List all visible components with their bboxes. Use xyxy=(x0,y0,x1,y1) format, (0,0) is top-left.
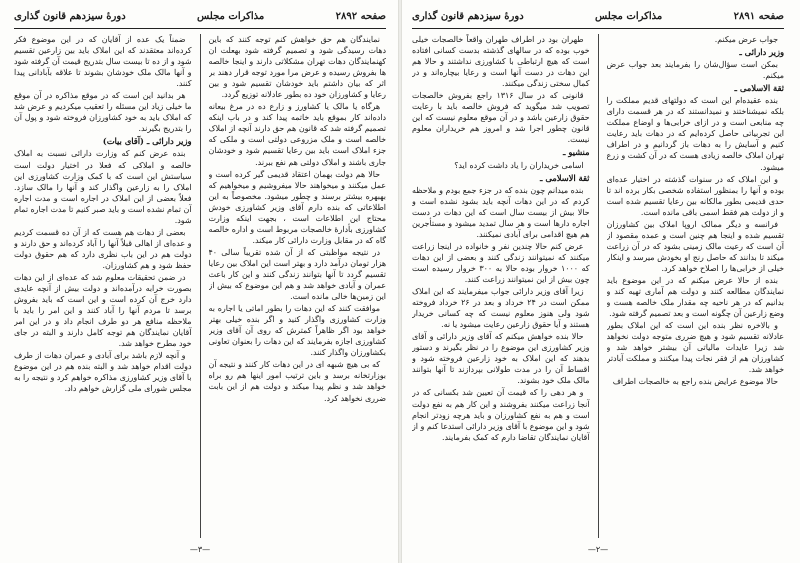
paragraph: اسامی خریداران را یاد داشت کرده اید؟ xyxy=(454,160,584,170)
paragraph: در ضمن تحقیقات معلوم شد که عده‌ای از این دهات بصورت خرابه درآمده‌اند و دولت بیش از آنچه عایدی دارد خرج آن کرده است و این است که باید بفروش برسد تا مردم آنها را آباد کنند و این امر را باید با ملاحظه منافع هر دو طرف انجام داد و در این امر آقایان نمایندگان هم توجه کامل دارند و البته در جای خود مطرح خواهد شد. xyxy=(14,272,192,349)
speaker-label: منشیو ـ xyxy=(563,147,590,158)
left-page-columns xyxy=(14,34,386,538)
paragraph: بنده عقیده‌ام این است که دولتهای قدیم مملکت را بلکه نمیشناختند و نمیدانستند که در هر قسمت دارای چه منابعی است و در ازای خرابی‌ها و اوضاع مملکت این تجربیاتی حاصل کرده‌ایم که در دهات باید رعایت کنیم و آسایش را به دهات باز گردانیم و در اطراف تهران املاک خالصه زیادی هست که در آن کشت و زرع میشود. xyxy=(606,96,784,172)
left-page xyxy=(6,6,394,556)
left-page-footer: —۳— xyxy=(189,545,211,554)
paragraph: عرض کنم حالا چندین نفر و خانواده در اینجا زراعت میکنند که نمیتوانند زندگی کنند و بعضی از این دهات که ۱۰۰۰ خروار بوده حالا به ۳۰۰ خروار رسیده است چون بیش از این نمیتوانند زراعت کنند. xyxy=(412,241,590,284)
paragraph: هر بدانید این است که در موقع مذاکره در آن موقع ما خیلی زیاد این مسئله را تعقیب میکردیم و عرض شد که املاک باید به خود کشاورزان فروخته شود و پول آن را بتدریج بگیرند. xyxy=(14,91,192,134)
paragraph: بنده عرض کنم که وزارت دارائی نسبت به املاک خالصه و املاکی که فعلا در اختیار دولت است سیاستش این است که با کمک وزارت کشاورزی این املاک را به زارعین واگذار کند و آنها را مالک سازد. فعلاً بعضی از این املاک در اجاره است و مدت اجاره آن تمام نشده است و باید صبر کنیم تا مدت اجاره تمام شود. xyxy=(14,149,192,225)
paragraph: طهران بود در اطراف طهران واقعاً خالصجات خیلی خوب بوده که در سالهای گذشته بدست کسانی افتاده است که هیچ ارتباطی با کشاورزی نداشتند و حالا هم این دهات در دست آنها است و رعایا بیچاره‌اند و در کمال سختی زندگی میکنند. xyxy=(412,35,590,89)
paragraph: حالا موضوع عرایض بنده راجع به خالصجات اطراف xyxy=(612,377,778,387)
paragraph: و بالاخره نظر بنده این است که این املاک بطور عادلانه تقسیم شود و هیچ ضرری متوجه دولت نخواهد شد زیرا عایدات مالیاتی آن بیشتر خواهد شد و کشاورزان هم از فقر نجات پیدا میکنند و مملکت آبادتر خواهد شد. xyxy=(606,321,784,375)
paragraph: بمکن است سؤال‌شان را بفرمایند بعد جواب عرض میکنم. xyxy=(606,60,784,81)
right-page-left-column xyxy=(412,34,590,538)
paragraph: فرانسه و دیگر ممالک اروپا املاک بین کشاورزان تقسیم شده و اینجا هم چنین است و عمده مقصود از آن است که رعیت مالک زمینی بشود که در آن زراعت میکند تا بدانند که حاصل رنج او بخودش میرسد و اینکار خیلی از خرابی‌ها را اصلاح خواهد کرد. xyxy=(606,219,784,273)
right-page-columns xyxy=(412,34,784,538)
paragraph: و این املاک که در سنوات گذشته در اختیار عده‌ای بوده و آنها را بمنظور استفاده شخصی بکار برده اند تا حدی قدیمی بطور مالکانه بین رعایا تقسیم شده است و از دولت هم فقط اسمی باقی مانده است. xyxy=(606,174,784,217)
right-header-page-number: صفحه ۲۸۹۱ xyxy=(733,11,784,22)
right-header-session: دورهٔ سیزدهم قانون گذاری xyxy=(412,11,524,22)
paragraph: و آنچه لازم باشد برای آبادی و عمران دهات از طرف دولت اقدام خواهد شد و البته بنده هم در این موضوع با آقای وزیر کشاورزی مذاکره خواهم کرد و نتیجه را به مجلس شورای ملی گزارش خواهم داد. xyxy=(14,351,192,394)
left-header-title: مذاکرات مجلس xyxy=(197,11,265,22)
paragraph: بنده میدانم چون بنده که در جزء جمع بودم و ملاحظه کردم که در این دهات آنچه باید بشود نشده است و حالا بیش از بیست سال است که این دهات در دست اجاره دارها است و هر سال تمدید میشود و مستأجرین هم هیچ اقدامی برای آبادی نمیکنند. xyxy=(412,185,590,239)
paragraph: بنده از حالا عرض میکنم که در این موضوع باید نمایندگان مطالعه کنند و دولت هم آماری تهیه کند و بدانیم که در هر ناحیه چه مقدار ملک خالصه هست و وضع زارعین آن چگونه است و بعد تصمیم گرفته شود. xyxy=(606,275,784,319)
left-header-session: دورهٔ سیزدهم قانون گذاری xyxy=(14,11,126,22)
right-page-footer: —۲— xyxy=(587,545,609,554)
paragraph: بعضی از دهات هم هست که از آن ده قسمت کردیم و عده‌ای از اهالی قبلاً آنها را آباد کرده‌اند و حق دارند و دولت هم در این باب نظری دارد که هم حقوق دولت حفظ شود و هم کشاورزان. xyxy=(14,227,192,270)
paragraph: در نتیجه مواظبتی که از آن شده تقریباً سالی ۴۰ هزار تومان درآمد دارد و بهتر است این املاک بین رعایا تقسیم گردد تا آنها بتوانند زندگی کنند و این کار باعث عمران و آبادی خواهد شد و هم این موضوع که بیش از این زمین‌ها خالی مانده است. xyxy=(208,247,386,302)
speaker-label: وزیر دارائی ـ (آقای بیات) xyxy=(102,136,192,147)
paragraph: و هر دهی را که قیمت آن تعیین شد بکسانی که در آنجا زراعت میکنند بفروشند و این کار هم به نفع دولت است و هم به نفع کشاورزان و باید هرچه زودتر انجام شود و این موضوع با آقای وزیر دارائی استدعا کنم و از آقایان نمایندگان تقاضا دارم که کمک بفرمایند. xyxy=(412,388,590,442)
column-divider xyxy=(200,34,201,538)
column-divider xyxy=(598,34,599,538)
paragraph: جواب عرض میکنم. xyxy=(714,35,778,44)
paragraph: حالا بنده خواهش میکنم که آقای وزیر دارائی و آقای وزیر کشاورزی این موضوع را در نظر بگیرند و دستور بدهند که این املاک به خود زارعین فروخته شود و اقساط آن را در مدت طولانی بپردازند تا آنها بتوانند مالک ملک خود بشوند. xyxy=(412,332,590,386)
right-page-header xyxy=(412,6,784,29)
speaker-label: ثقة الاسلامی ـ xyxy=(540,172,590,183)
left-page-left-column xyxy=(14,34,192,538)
speaker-label: وزیر دارائی ـ xyxy=(739,47,784,58)
paragraph: قانونی که در سال ۱۳۱۶ راجع بفروش خالصجات تصویب شد میگوید که فروش خالصه باید با رعایت حقوق زارعین باشد و در آن موقع معلوم نیست که این قانون چطور اجرا شد و امروز هم خریداران معلوم نیست. xyxy=(412,91,590,145)
speaker-label: ثقة الاسلامی ـ xyxy=(734,83,784,94)
paragraph: هرگاه یا مالک یا کشاورز و زارع ده در مرغ بیعانه داده‌اند کار بموقع باید خاتمه پیدا کند و در باب اینکه تصمیم گرفته شد که قانون هم حق دارند آنچه از املاک خالصه است و ملک مزروعی دولتی است و ملکی که جزء املاک است باید بین رعایا تقسیم شود و خودشان جاری باشند و املاک دولتی هم نفع ببرند. xyxy=(208,102,386,167)
paragraph: نمایندگان هم حق خواهش کنم توجه کنند که باین دهات رسیدگی شود و تصمیم گرفته شود بهعلت ان کهنمایندگان دهات تهران مشکلاتی دارند و اینجا خالصه ها بفروش رسیده و عرض مرا مورد توجه قرار دهند بر اثر که بیان داشتم باید خودشان تقسیم شود و بین رعایا و کشاورزان خود ده بطور عادلانه توزیع گردد. xyxy=(208,35,386,100)
left-page-header xyxy=(14,6,386,29)
paragraph: که بی هیچ شبهه ای در این دهات کار کنند و نتیجه آن بوزارتخانه برسد و باین ترتیب امور اینها هم رو براه خواهد شد و نظم پیدا میکند و دولت هم از این بابت ضرری نخواهد کرد. xyxy=(208,360,386,403)
right-page xyxy=(404,6,792,556)
paragraph: زیرا آقای وزیر دارائی جواب میفرمایند که این املاک ممکن است در ۲۴ خرداد و بعد در ۲۶ خرداد فروخته شود ولی هنوز معلوم نیست که چه کسانی خریدار هستند و آیا حقوق زارعین رعایت میشود یا نه. xyxy=(412,287,590,330)
paragraph: موافقت کنند که این دهات را بطور اماتی یا اجاره به وزارت کشاورزی واگذار کنید و اگر بنده خیلی بهتر خواهد بود اگر ظاهراً کمترش که روی آن آقای وزیر کشاورزی اجازه بفرمایند که این دهات را بعنوان تعاونی بکشاورزان واگذار کنند. xyxy=(208,304,386,358)
right-page-right-column xyxy=(607,34,785,538)
book-gutter xyxy=(398,0,402,563)
left-header-page-number: صفحه ۲۸۹۲ xyxy=(335,11,386,22)
paragraph: ضمناً یک عده از آقایان که در این موضوع فکر کرده‌اند معتقدند که این املاک باید بین زارعین تقسیم شود و از ده تا بیست سال بتدریج قیمت آن گرفته شود و آنها مالک ملک خودشان بشوند تا علاقه بآبادانی پیدا کنند. xyxy=(14,35,192,89)
right-header-title: مذاکرات مجلس xyxy=(595,11,663,22)
left-page-right-column xyxy=(209,34,387,538)
paragraph: حالا هم دولت بهمان اعتقاد قدیمی گیر کرده است و عمل میکنند و میخواهند حالا میفروشیم و میخواهیم که بهبهره بیشتر برسند و چطور میشود. مخصوصاً به این اطلاعاتی که بنده دارم آقای وزیر کشاورزی خودش محتاج این اطلاعات است ، بجهت اینکه وزارت کشاورزی بأدارهٔ خالصجات مربوط است و اداره خالصه گاه که در مقابل وزارت دارائی کار میکند. xyxy=(208,169,386,245)
